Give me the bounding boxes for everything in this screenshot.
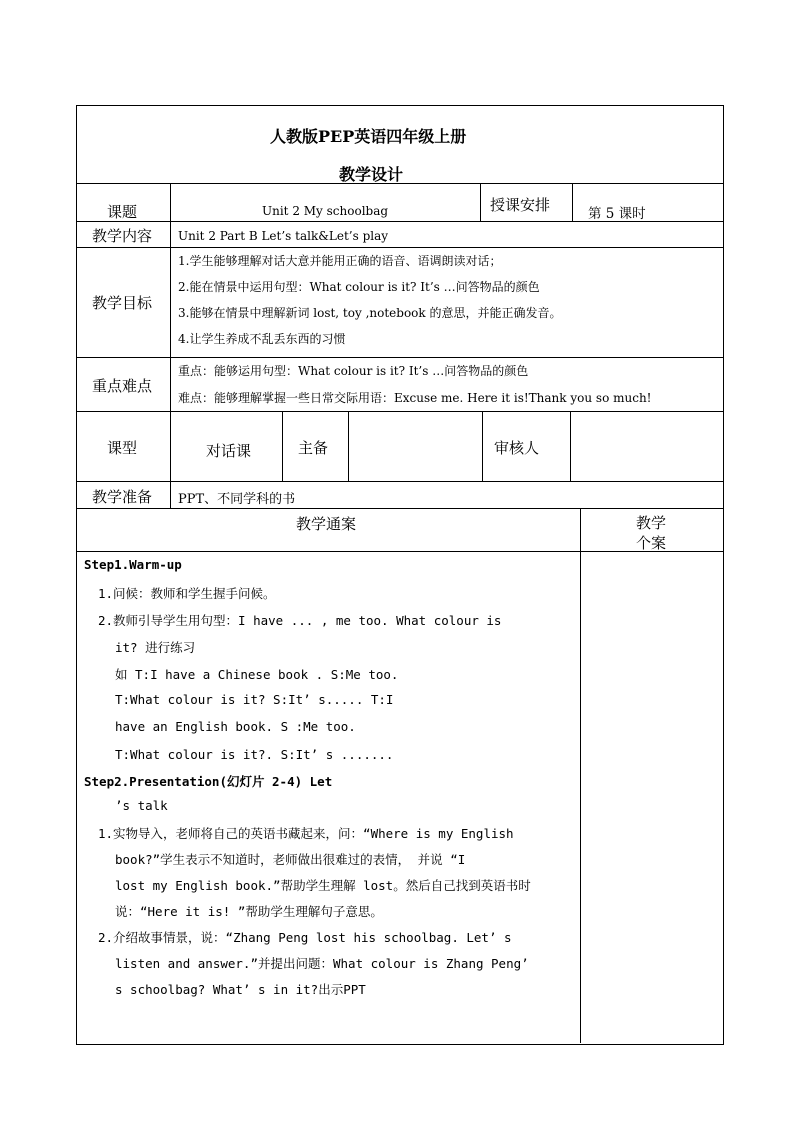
- reviewer-label: 审核人: [494, 439, 540, 457]
- common-plan-header: 教学通案: [296, 515, 357, 533]
- schedule-label: 授课安排: [490, 196, 551, 214]
- goal-item: 2.能在情景中运用句型：What colour is it? It’s …问答物品的颜色: [178, 280, 540, 294]
- plan-line: lost my English book.”帮助学生理解 lost。然后自己找到英语书时: [115, 878, 531, 893]
- key-point-item: 重点：能够运用句型：What colour is it? It’s …问答物品的颜色: [178, 364, 529, 378]
- goals-label: 教学目标: [92, 294, 153, 312]
- row-divider: [76, 357, 723, 358]
- preparation-label: 教学准备: [92, 488, 153, 506]
- document-title: 人教版PEP英语四年级上册: [270, 127, 467, 146]
- column-divider: [480, 183, 481, 221]
- column-divider: [570, 411, 571, 481]
- row-divider: [76, 247, 723, 248]
- plan-line: T:What colour is it? S:It’ s..... T:I: [115, 692, 394, 707]
- personal-plan-header-line2: 个案: [636, 534, 667, 552]
- plan-line: have an English book. S :Me too.: [115, 719, 356, 734]
- lesson-type-value: 对话课: [206, 442, 252, 460]
- preparation-value: PPT、不同学科的书: [178, 492, 296, 507]
- goal-item: 3.能够在情景中理解新词 lost, toy ,notebook 的意思，并能正确发音。: [178, 306, 562, 320]
- preparer-label: 主备: [298, 439, 329, 457]
- content-value: Unit 2 Part B Let’s talk&Let’s play: [178, 229, 389, 243]
- plan-line: 2.教师引导学生用句型：I have ... , me too. What colour is: [98, 613, 502, 628]
- plan-line: 如 T:I have a Chinese book . S:Me too.: [115, 667, 399, 682]
- plan-line: book?”学生表示不知道时，老师做出很难过的表情， 并说 “I: [115, 852, 466, 867]
- plan-line: listen and answer.”并提出问题：What colour is Zhang Peng’: [115, 956, 529, 971]
- document-subtitle: 教学设计: [339, 165, 404, 184]
- plan-line: ’s talk: [115, 798, 168, 813]
- column-divider: [170, 183, 171, 508]
- schedule-value: 第 5 课时: [588, 206, 646, 222]
- topic-value: Unit 2 My schoolbag: [262, 204, 389, 218]
- goal-item: 4.让学生养成不乱丢东西的习惯: [178, 332, 346, 346]
- plan-line: s schoolbag? What’ s in it?出示PPT: [115, 982, 366, 997]
- step-heading: Step2.Presentation(幻灯片 2-4) Let: [84, 774, 333, 789]
- plan-line: it? 进行练习: [115, 640, 196, 655]
- row-divider: [76, 411, 723, 412]
- goal-item: 1.学生能够理解对话大意并能用正确的语音、语调朗读对话；: [178, 254, 502, 268]
- key-points-label: 重点难点: [92, 377, 153, 395]
- personal-plan-header-line1: 教学: [636, 514, 667, 532]
- plan-line: 1.问候：教师和学生握手问候。: [98, 586, 276, 601]
- lesson-type-label: 课型: [107, 439, 138, 457]
- plan-line: T:What colour is it?. S:It’ s .......: [115, 747, 394, 762]
- key-point-item: 难点：能够理解掌握一些日常交际用语：Excuse me. Here it is!Thank you so much!: [178, 391, 652, 405]
- column-divider: [348, 411, 349, 481]
- row-divider: [76, 551, 723, 552]
- row-divider: [76, 508, 723, 509]
- content-label: 教学内容: [92, 227, 153, 245]
- plan-line: 说：“Here it is! ”帮助学生理解句子意思。: [115, 904, 383, 919]
- step-heading: Step1.Warm-up: [84, 557, 182, 572]
- column-divider: [482, 411, 483, 481]
- row-divider: [76, 481, 723, 482]
- column-divider: [572, 183, 573, 221]
- column-divider: [282, 411, 283, 481]
- plan-line: 1.实物导入，老师将自己的英语书藏起来，问：“Where is my English: [98, 826, 514, 841]
- topic-label: 课题: [107, 203, 138, 221]
- column-divider: [580, 508, 581, 1043]
- plan-line: 2.介绍故事情景，说：“Zhang Peng lost his schoolbag. Let’ s: [98, 930, 512, 945]
